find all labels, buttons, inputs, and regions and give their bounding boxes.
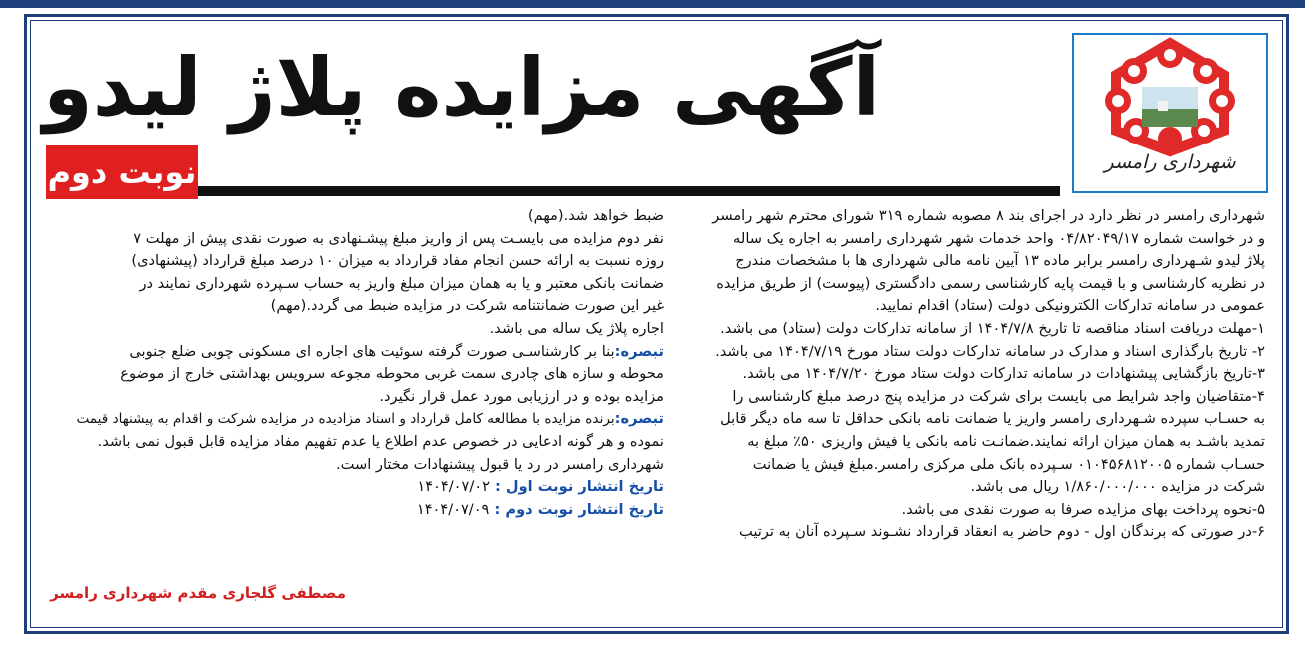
pub-label: تاریخ انتشار نوبت اول : (489, 478, 664, 496)
right-column (675, 205, 1265, 544)
text-line: شهرداری رامسر در نظر دارد در اجرای بند ۸ مصوبه شماره ۳۱۹ شورای محترم شهر رامسر (712, 207, 1265, 224)
edition-badge: نوبت دوم (46, 145, 198, 199)
logo-text: شهرداری رامسر (1104, 151, 1236, 173)
text-line: شهرداری رامسر در رد یا قبول پیشنهادات مختار است. (336, 455, 664, 473)
text-line: ۳-تاریخ بازگشایی پیشنهادات در سامانه تدارکات دولت ستاد مورخ ۱۴۰۴/۷/۲۰ می باشد. (742, 365, 1265, 383)
text-line: ۱-مهلت دریافت اسناد مناقصه تا تاریخ ۱۴۰۴/۷/۸ از سامانه تدارکات دولت (ستاد) می باشد. (720, 319, 1265, 337)
text-line: در نظریه کارشناسی و با قیمت پایه کارشناسی رسمی دادگستری (پیوست) از طریق مزایده (716, 274, 1265, 292)
page-title: آگهی مزایده پلاژ لیدو (43, 41, 880, 134)
text-line: پلاژ لیدو شـهرداری رامسر برابر ماده ۱۳ آیین نامه مالی شهرداری ها با مشخصات مندرج (735, 252, 1265, 270)
note-label: تبصره: (614, 342, 664, 360)
text-line: ۵-نحوه پرداخت بهای مزایده صرفا به صورت نقدی می باشد. (901, 500, 1265, 518)
text-line: ضبط خواهد شد.(مهم) (527, 207, 664, 224)
pub-date: ۱۴۰۴/۰۷/۰۲ (417, 478, 490, 496)
text-line: شرکت در مزایده ۱/۸۶۰/۰۰۰/۰۰۰ ریال می باشد. (970, 478, 1265, 496)
note-line (46, 341, 664, 364)
publication-line-2 (46, 499, 664, 522)
text-line: ۶-در صورتی که برندگان اول - دوم حاضر به انعقاد قرارداد نشـوند سـپرده آنان به ترتیب (739, 523, 1265, 541)
top-border-line (0, 0, 1305, 8)
text-line: به حسـاب سپرده شـهرداری رامسر واریز یا ضمانت نامه بانکی حداقل تا سه ماه دیگر قابل (720, 410, 1265, 428)
note-line (46, 408, 664, 431)
text-line: غیر این صورت ضمانتنامه شرکت در مزایده ضبط می گردد.(مهم) (270, 297, 664, 315)
note-text: برنده مزایده با مطالعه کامل قرارداد و اسناد مزادیده در مزایده شرکت و اقدام به پیشنهاد قیمت (76, 411, 615, 428)
text-line: ضمانت بانکی معتبر و یا به همان میزان مبلغ واریز به حساب سـپرده شهرداری نمایند در (139, 274, 664, 292)
left-column (46, 205, 664, 521)
pub-label: تاریخ انتشار نوبت دوم : (489, 500, 664, 518)
text-line: محوطه و سازه های چادری سمت غربی محوطه مجوعه سرویس بهداشتی خارج از موضوع (120, 365, 664, 383)
text-line: تمدید باشـد به همان میزان ارائه نمایند.ضمانـت نامه بانکی یا فیش واریزی ۵۰٪ مبلغ به (747, 432, 1265, 450)
municipality-logo (1072, 33, 1268, 193)
text-line: و در خواست شماره ۰۴/۸۲۰۴۹/۱۷ واحد خدمات شهر شهرداری رامسر به اجاره یک ساله (733, 229, 1265, 247)
pub-date: ۱۴۰۴/۰۷/۰۹ (416, 500, 490, 518)
text-line: مزایده بوده و در ارزیابی مورد عمل قرار نگیرد. (379, 387, 664, 405)
note-text: بنا بر کارشناسـی صورت گرفته سوئیت های اجاره ای مسکونی چوبی ضلع جنوبی (129, 342, 615, 360)
publication-line-1 (46, 476, 664, 499)
text-line: ۴-متقاضیان واجد شرایط می بایست برای شرکت در مزایده پنج درصد مبلغ کارشناسی را (732, 387, 1265, 405)
text-line: حسـاب شماره ۰۱۰۴۵۶۸۱۲۰۰۵ سـپرده بانک ملی مرکزی رامسر.مبلغ فیش یا ضمانت (752, 455, 1265, 473)
text-line: ۲- تاریخ بارگذاری اسناد و مدارک در سامانه تدارکات دولت ستاد مورخ ۱۴۰۴/۷/۱۹ می باشد. (715, 342, 1265, 360)
note-label: تبصره: (614, 410, 664, 428)
text-line: اجاره پلاژ یک ساله می باشد. (489, 319, 664, 337)
text-line: عمومی در سامانه تدارکات الکترونیکی دولت (ستاد) اقدام نمایید. (875, 297, 1265, 315)
text-line: نموده و هر گونه ادعایی در خصوص عدم اطلاع یا عدم تفهیم مفاد مزایده قابل قبول نمی باشد. (97, 432, 664, 450)
text-line: نفر دوم مزایده می بایسـت پس از واریز مبلغ پیشـنهادی به صورت نقدی پیش از مهلت ۷ (133, 229, 664, 247)
text-line: روزه نسبت به ارائه حسن انجام مفاد قرارداد به میزان ۱۰ درصد مبلغ قرارداد (پیشنهادی) (131, 252, 664, 270)
signature: مصطفی گلجاری مقدم شهرداری رامسر (50, 584, 346, 602)
title-underline (196, 186, 1060, 196)
